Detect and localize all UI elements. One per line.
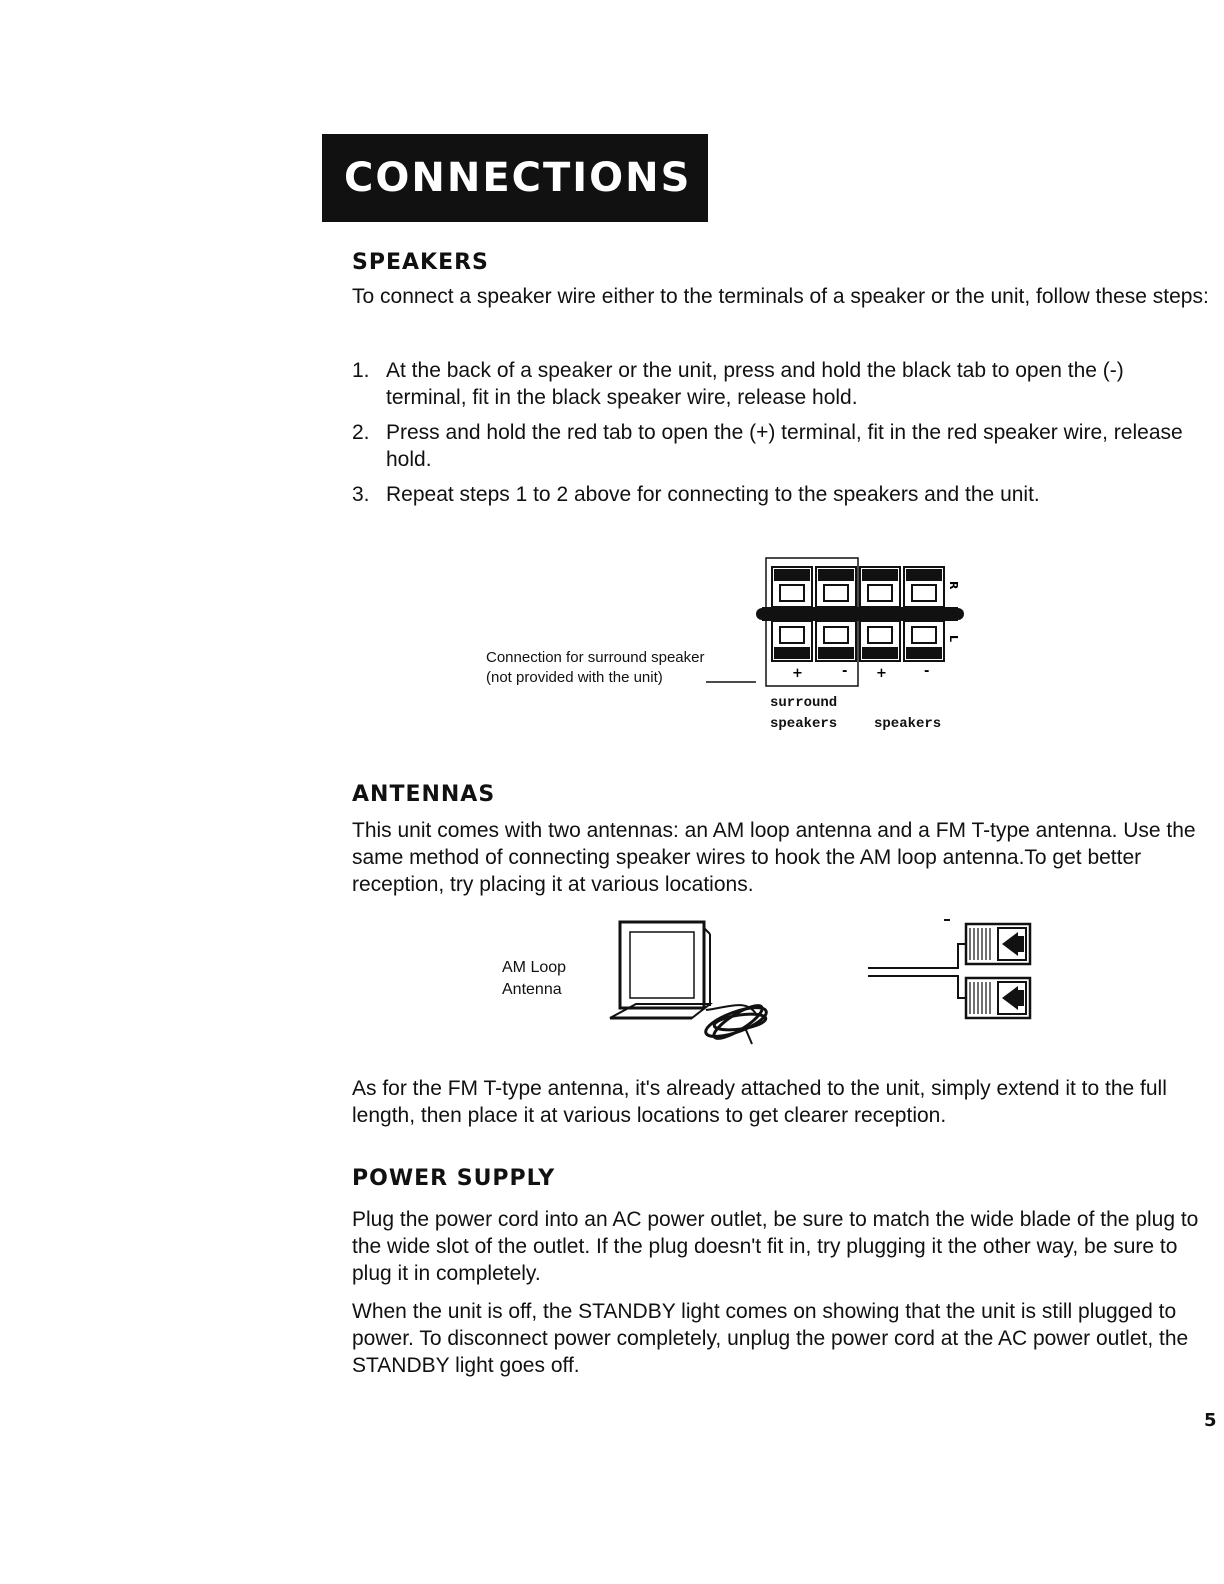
plus-mark: + [792, 666, 803, 681]
surround-label: surround [770, 695, 838, 711]
page-number: 5 [1204, 1410, 1217, 1431]
antennas-heading: ANTENNAS [352, 782, 496, 807]
step-text: At the back of a speaker or the unit, press and hold the black tab to open the (-) terminal, fit in the black speaker wire, release hold. [386, 359, 1124, 409]
minus-mark: - [842, 664, 848, 679]
step-number: 2. [352, 421, 370, 444]
step-number: 1. [352, 359, 370, 382]
am-loop-antenna-illustration [606, 918, 786, 1048]
step-text: Press and hold the red tab to open the (+) terminal, fit in the red speaker wire, release hold. [386, 421, 1183, 471]
speakers-heading: SPEAKERS [352, 250, 489, 275]
antennas-intro: This unit comes with two antennas: an AM loop antenna and a FM T-type antenna. Use the same method of connecting speaker wires to hook the AM loop antenna.To get better reception, try placing it at various locations. [352, 819, 1196, 896]
speakers-intro: To connect a speaker wire either to the terminals of a speaker or the unit, follow these steps: [352, 285, 1209, 308]
step-2 [352, 419, 1192, 473]
right-channel-mark: R [947, 581, 960, 590]
fm-antenna-terminal-illustration [866, 918, 1036, 1028]
page-title-banner [322, 134, 708, 222]
power-supply-para2: When the unit is off, the STANDBY light comes on showing that the unit is still plugged to power. To disconnect power completely, unplug the power cord at the AC power outlet, the STANDBY light goes off. [352, 1300, 1189, 1377]
speakers-label-2: speakers [874, 716, 942, 732]
left-channel-mark: L [947, 635, 960, 643]
surround-callout-line1: Connection for surround speaker [486, 649, 705, 666]
plus-mark: + [876, 666, 887, 681]
fm-antenna-text: As for the FM T-type antenna, it's already attached to the unit, simply extend it to the full length, then place it at various locations to get clearer reception. [352, 1077, 1167, 1127]
surround-callout-line2: (not provided with the unit) [486, 669, 663, 686]
am-loop-label-line1: AM Loop [502, 959, 567, 976]
step-1 [352, 357, 1192, 411]
speaker-terminal-illustration [700, 555, 970, 695]
am-loop-label-line2: Antenna [502, 981, 562, 998]
power-supply-para1: Plug the power cord into an AC power outlet, be sure to match the wide blade of the plug to the wide slot of the outlet. If the plug doesn't fit in, try plugging it the other way, be sure to plug it in completely. [352, 1208, 1199, 1285]
step-text: Repeat steps 1 to 2 above for connecting to the speakers and the unit. [386, 483, 1040, 506]
speakers-label-1: speakers [770, 716, 838, 732]
minus-mark: - [924, 664, 930, 679]
step-3 [352, 481, 1192, 508]
page-title: CONNECTIONS [344, 155, 692, 201]
power-supply-heading: POWER SUPPLY [352, 1166, 556, 1191]
step-number: 3. [352, 483, 370, 506]
